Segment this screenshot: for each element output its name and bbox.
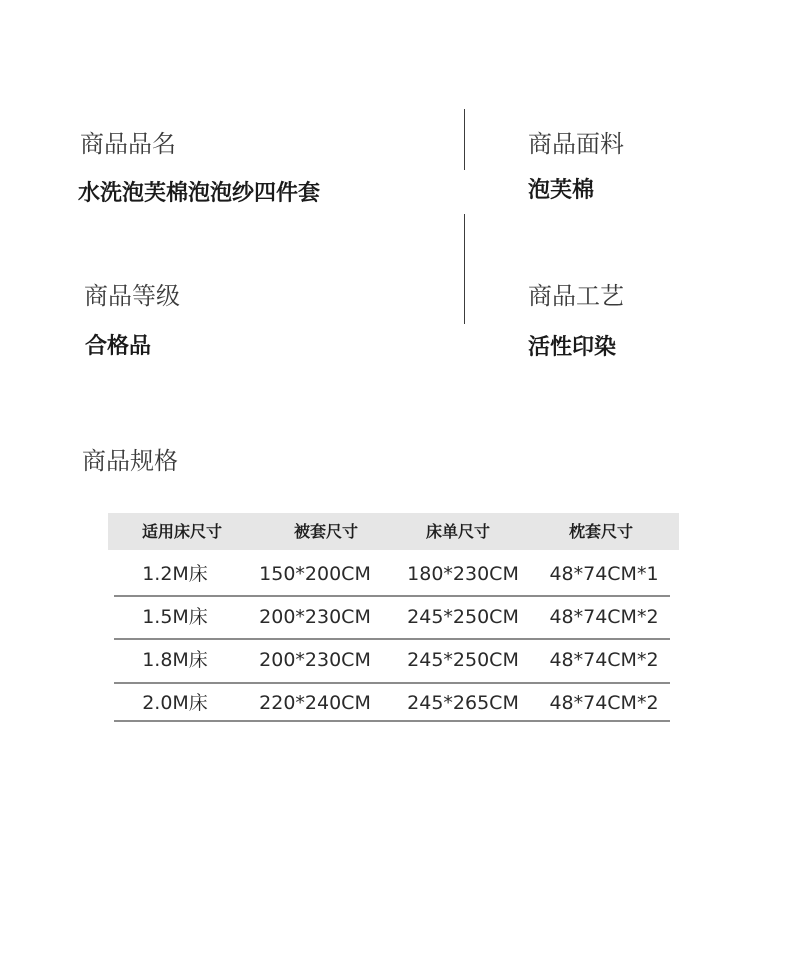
cell-bed-size: 1.5M床 <box>142 606 208 628</box>
product-name-value: 水洗泡芙棉泡泡纱四件套 <box>78 181 321 206</box>
cell-bed-size: 1.8M床 <box>142 649 208 671</box>
cell-sheet-size: 245*250CM <box>407 649 519 671</box>
spec-table-header <box>108 513 679 550</box>
table-row <box>0 640 790 683</box>
cell-duvet-size: 200*230CM <box>259 606 371 628</box>
table-row <box>0 597 790 640</box>
product-fabric-value: 泡芙棉 <box>528 178 595 203</box>
table-row <box>0 554 790 597</box>
cell-pillowcase-size: 48*74CM*2 <box>549 692 659 714</box>
cell-pillowcase-size: 48*74CM*2 <box>549 606 659 628</box>
row-divider <box>114 720 670 722</box>
cell-sheet-size: 245*250CM <box>407 606 519 628</box>
divider-top <box>464 109 465 170</box>
spec-title: 商品规格 <box>82 447 178 475</box>
product-grade-label: 商品等级 <box>84 282 180 310</box>
product-name-label: 商品品名 <box>80 130 176 158</box>
header-duvet-size: 被套尺寸 <box>293 522 358 541</box>
product-grade-value: 合格品 <box>85 334 152 359</box>
product-craft-label: 商品工艺 <box>528 282 624 310</box>
cell-duvet-size: 220*240CM <box>259 692 371 714</box>
header-pillowcase-size: 枕套尺寸 <box>568 522 633 541</box>
cell-bed-size: 1.2M床 <box>142 563 208 585</box>
cell-pillowcase-size: 48*74CM*1 <box>549 563 659 585</box>
cell-duvet-size: 200*230CM <box>259 649 371 671</box>
product-craft-value: 活性印染 <box>528 335 617 360</box>
header-bed-size: 适用床尺寸 <box>141 522 222 541</box>
header-sheet-size: 床单尺寸 <box>425 522 490 541</box>
product-fabric-label: 商品面料 <box>528 130 624 158</box>
cell-sheet-size: 180*230CM <box>407 563 519 585</box>
cell-sheet-size: 245*265CM <box>407 692 519 714</box>
cell-duvet-size: 150*200CM <box>259 563 371 585</box>
divider-bottom <box>464 214 465 324</box>
cell-pillowcase-size: 48*74CM*2 <box>549 649 659 671</box>
cell-bed-size: 2.0M床 <box>142 692 208 714</box>
